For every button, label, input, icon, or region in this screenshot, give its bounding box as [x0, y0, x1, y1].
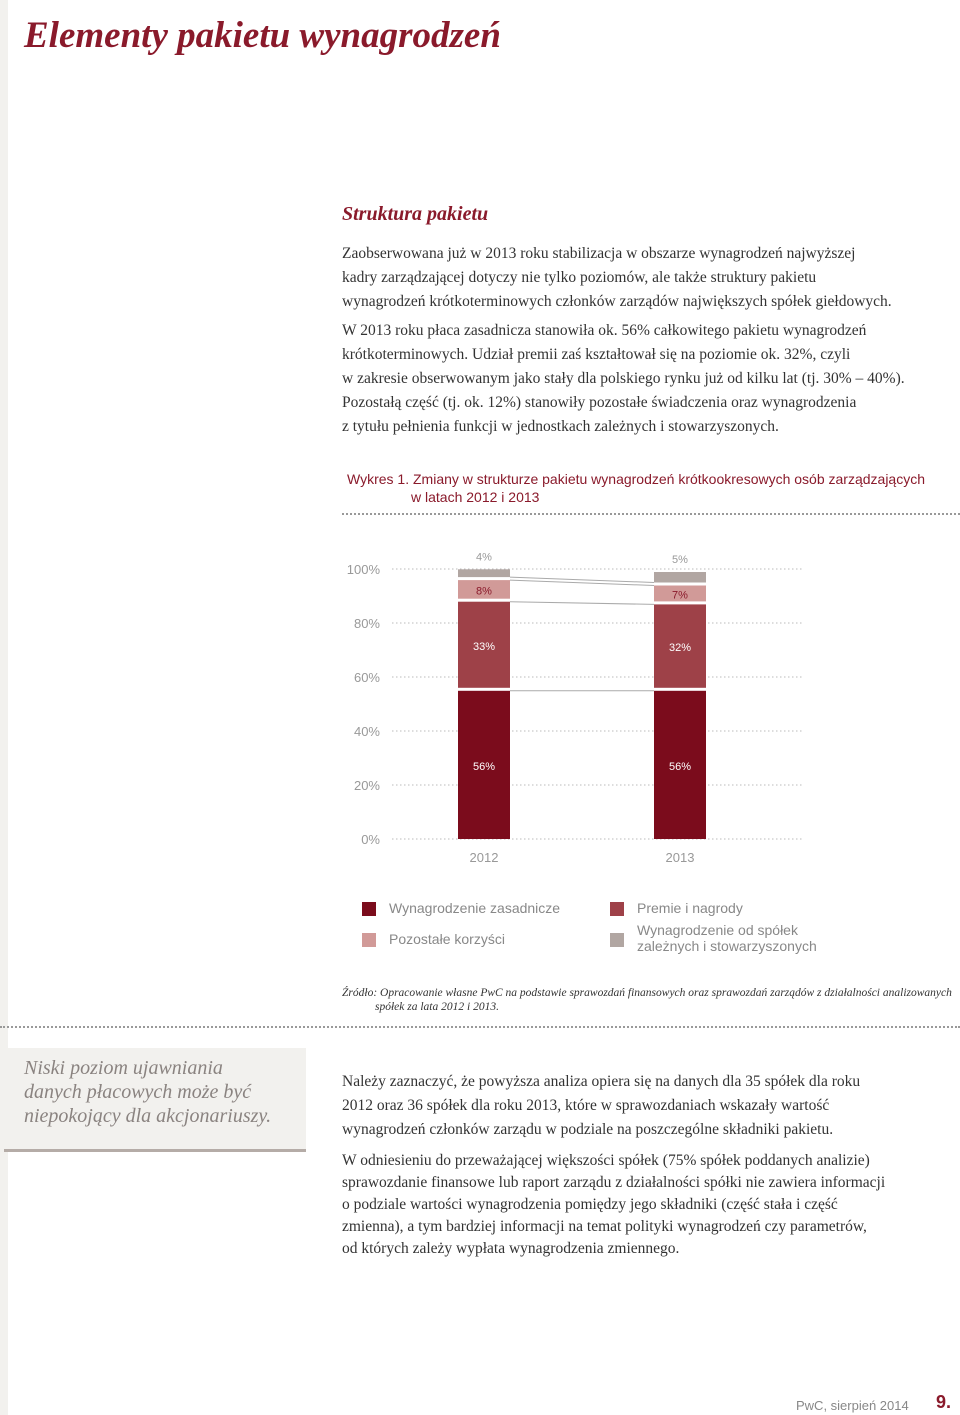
- bar-segment: [458, 569, 510, 577]
- footer-publisher-date: PwC, sierpień 2014: [796, 1398, 909, 1413]
- section-divider: [0, 1026, 960, 1028]
- x-tick-label: 2013: [665, 850, 695, 865]
- connector-line: [510, 577, 654, 582]
- text-line: 2012 oraz 36 spółek dla roku 2013, które w sprawozdaniach wskazały wartość: [342, 1097, 830, 1114]
- text-line: W odniesieniu do przeważającej większości spółek (75% spółek poddanych analizie): [342, 1152, 870, 1169]
- pull-quote: [4, 1048, 306, 1152]
- text-line: Zaobserwowana już w 2013 roku stabilizacja w obszarze wynagrodzeń najwyższej: [342, 245, 856, 262]
- y-tick-label: 100%: [346, 562, 380, 577]
- text-line: wynagrodzeń członków zarządu w podziale na poszczególne składniki pakietu.: [342, 1121, 834, 1138]
- text-line: wynagrodzeń krótkoterminowych członków zarządów największych spółek giełdowych.: [342, 293, 892, 310]
- data-label: 8%: [476, 585, 492, 598]
- y-tick-label: 20%: [353, 778, 380, 793]
- text-line: Należy zaznaczyć, że powyższa analiza opiera się na danych dla 35 spółek dla roku: [342, 1073, 861, 1090]
- text-line: sprawozdanie finansowe lub raport zarządu z działalności spółki nie zawiera informacji: [342, 1174, 886, 1191]
- legend-swatch: [610, 902, 624, 916]
- data-label: 32%: [668, 642, 692, 655]
- data-label: 7%: [672, 589, 688, 602]
- legend-swatch: [362, 933, 376, 947]
- caption-divider: [342, 513, 960, 515]
- chart-source-note: [342, 986, 952, 1014]
- section-title: Struktura pakietu: [342, 203, 489, 225]
- legend-swatch: [362, 902, 376, 916]
- legend-label: Wynagrodzenie zasadnicze: [389, 900, 561, 916]
- intro-paragraph-2: [342, 319, 942, 439]
- text-line: zmienna), a tym bardziej informacji na temat polityki wynagrodzeń czy parametrów,: [342, 1218, 867, 1235]
- source-line-2: spółek za lata 2012 i 2013.: [375, 1001, 499, 1013]
- data-label: 4%: [476, 551, 492, 564]
- connector-line: [510, 580, 654, 585]
- legend-label-line-2: zależnych i stowarzyszonych: [637, 938, 817, 954]
- data-label: 56%: [472, 760, 496, 773]
- chart-caption-line-1: Wykres 1. Zmiany w strukturze pakietu wynagrodzeń krótkookresowych osób zarządzających: [347, 471, 925, 487]
- data-label: 56%: [668, 760, 692, 773]
- chart-caption-line-2: w latach 2012 i 2013: [411, 489, 540, 505]
- y-tick-label: 40%: [353, 724, 380, 739]
- text-line: krótkoterminowych. Udział premii zaś kształtował się na poziomie ok. 32%, czyli: [342, 346, 851, 363]
- data-label: 5%: [672, 554, 688, 566]
- text-line: Pozostałą część (tj. ok. 12%) stanowiły pozostałe świadczenia oraz wynagrodzenia: [342, 394, 857, 411]
- text-line: z tytułu pełnienia funkcji w jednostkach zależnych i stowarzyszonych.: [342, 418, 779, 435]
- intro-paragraph-1: [342, 242, 942, 314]
- connector-line: [510, 602, 654, 605]
- legend-label: Premie i nagrody: [637, 900, 743, 916]
- text-line: kadry zarządzającej dotyczy nie tylko poziomów, ale także struktury pakietu: [342, 269, 817, 286]
- body-paragraph-1: [342, 1070, 942, 1142]
- legend-swatch: [610, 933, 624, 947]
- text-line: o podziale wartości wynagrodzenia pomiędzy jego składniki (część stała i część: [342, 1196, 838, 1213]
- y-tick-label: 60%: [353, 670, 380, 685]
- legend-label-line-1: Wynagrodzenie od spółek: [637, 922, 798, 938]
- quote-line: niepokojący dla akcjonariuszy.: [24, 1105, 272, 1127]
- y-tick-label: 80%: [353, 616, 380, 631]
- body-paragraph-2: [342, 1150, 942, 1260]
- stacked-bar-chart: [330, 540, 830, 876]
- quote-line: danych płacowych może być: [24, 1081, 252, 1103]
- bar-segment: [654, 572, 706, 583]
- source-line-1: Źródło: Opracowanie własne PwC na podstawie sprawozdań finansowych oraz sprawozdań zarządów z działalności analizowanych: [342, 987, 952, 999]
- page-number: 9.: [936, 1392, 952, 1412]
- page-title: Elementy pakietu wynagrodzeń: [24, 15, 501, 56]
- y-tick-label: 0%: [361, 832, 380, 847]
- legend-label: Pozostałe korzyści: [389, 931, 505, 947]
- data-label: 33%: [472, 640, 496, 653]
- text-line: W 2013 roku płaca zasadnicza stanowiła ok. 56% całkowitego pakietu wynagrodzeń: [342, 322, 867, 339]
- page-margin-band: [0, 0, 8, 1415]
- text-line: w zakresie obserwowanym jako stały dla polskiego rynku już od kilku lat (tj. 30% – 40%).: [342, 370, 905, 387]
- x-tick-label: 2012: [469, 850, 499, 865]
- text-line: od których zależy wypłata wynagrodzenia zmiennego.: [342, 1240, 680, 1257]
- quote-line: Niski poziom ujawniania: [24, 1057, 223, 1079]
- chart-caption: [347, 470, 925, 506]
